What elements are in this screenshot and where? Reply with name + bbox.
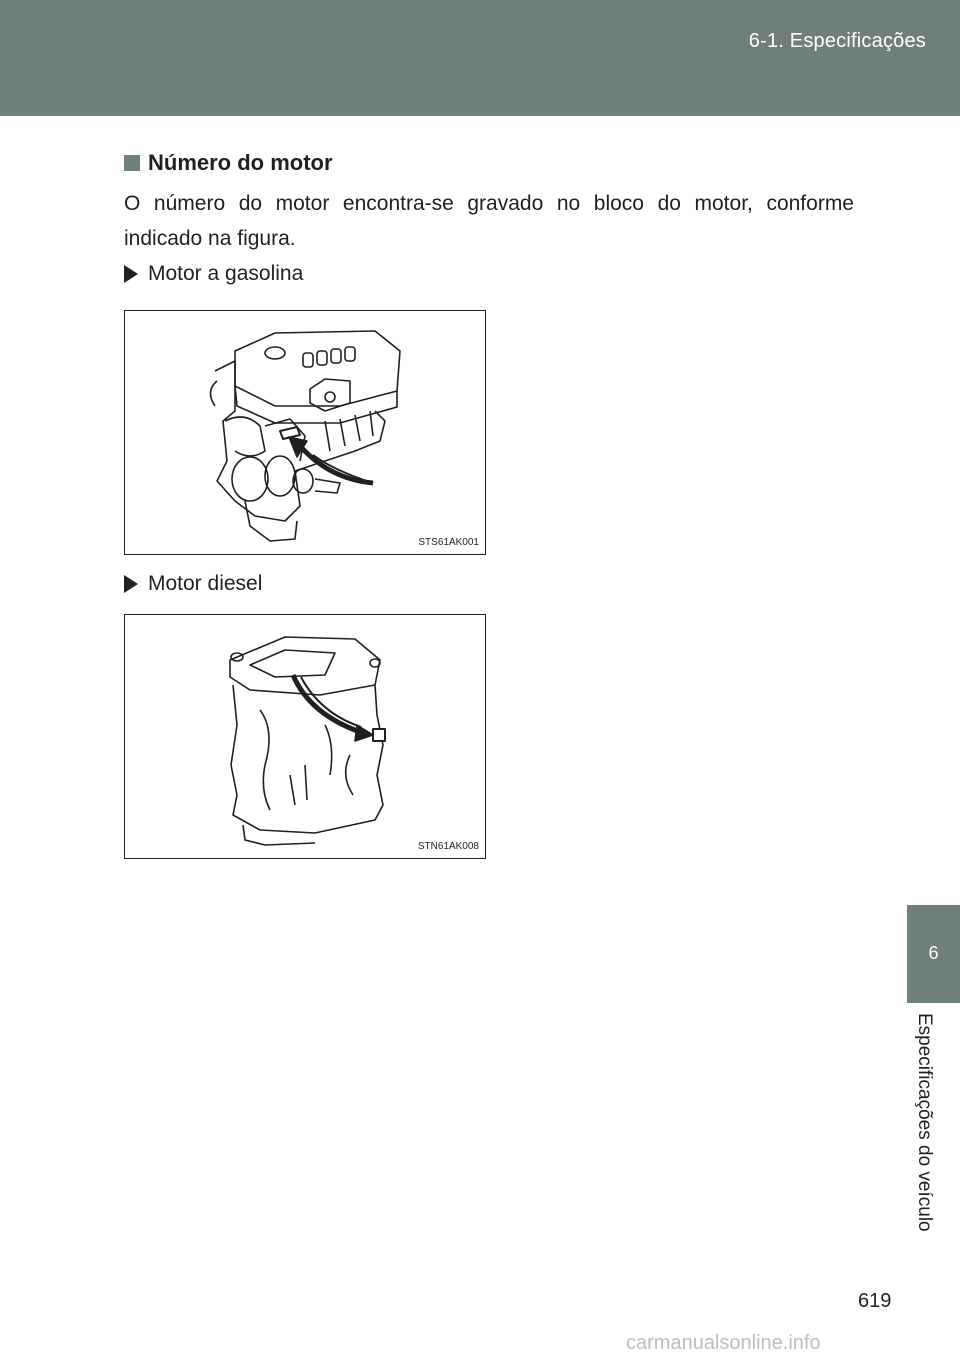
gasoline-engine-illustration <box>125 311 485 554</box>
watermark: carmanualsonline.info <box>626 1332 821 1354</box>
section-title: 6-1. Especificações <box>748 30 926 52</box>
triangle-bullet-icon <box>124 575 138 593</box>
chapter-tab <box>907 905 960 1003</box>
square-bullet-icon <box>124 155 140 171</box>
figure-code: STS61AK001 <box>418 537 479 548</box>
figure-code: STN61AK008 <box>417 841 479 852</box>
gasoline-engine-label <box>124 262 303 286</box>
chapter-title: Especificações do veículo <box>914 1013 935 1232</box>
gasoline-engine-figure <box>124 310 486 555</box>
diesel-engine-figure <box>124 614 486 859</box>
heading-text: Número do motor <box>148 150 333 175</box>
page-number: 619 <box>858 1290 892 1312</box>
diesel-label-text: Motor diesel <box>148 572 263 595</box>
engine-number-paragraph: O número do motor encontra-se gravado no bloco do motor, conforme indicado na figura. <box>124 192 854 250</box>
gasoline-label-text: Motor a gasolina <box>148 262 304 285</box>
diesel-engine-label <box>124 572 262 596</box>
chapter-number: 6 <box>928 943 939 963</box>
triangle-bullet-icon <box>124 265 138 283</box>
page-header <box>0 0 960 116</box>
section-heading <box>124 150 333 176</box>
diesel-engine-illustration <box>125 615 485 858</box>
